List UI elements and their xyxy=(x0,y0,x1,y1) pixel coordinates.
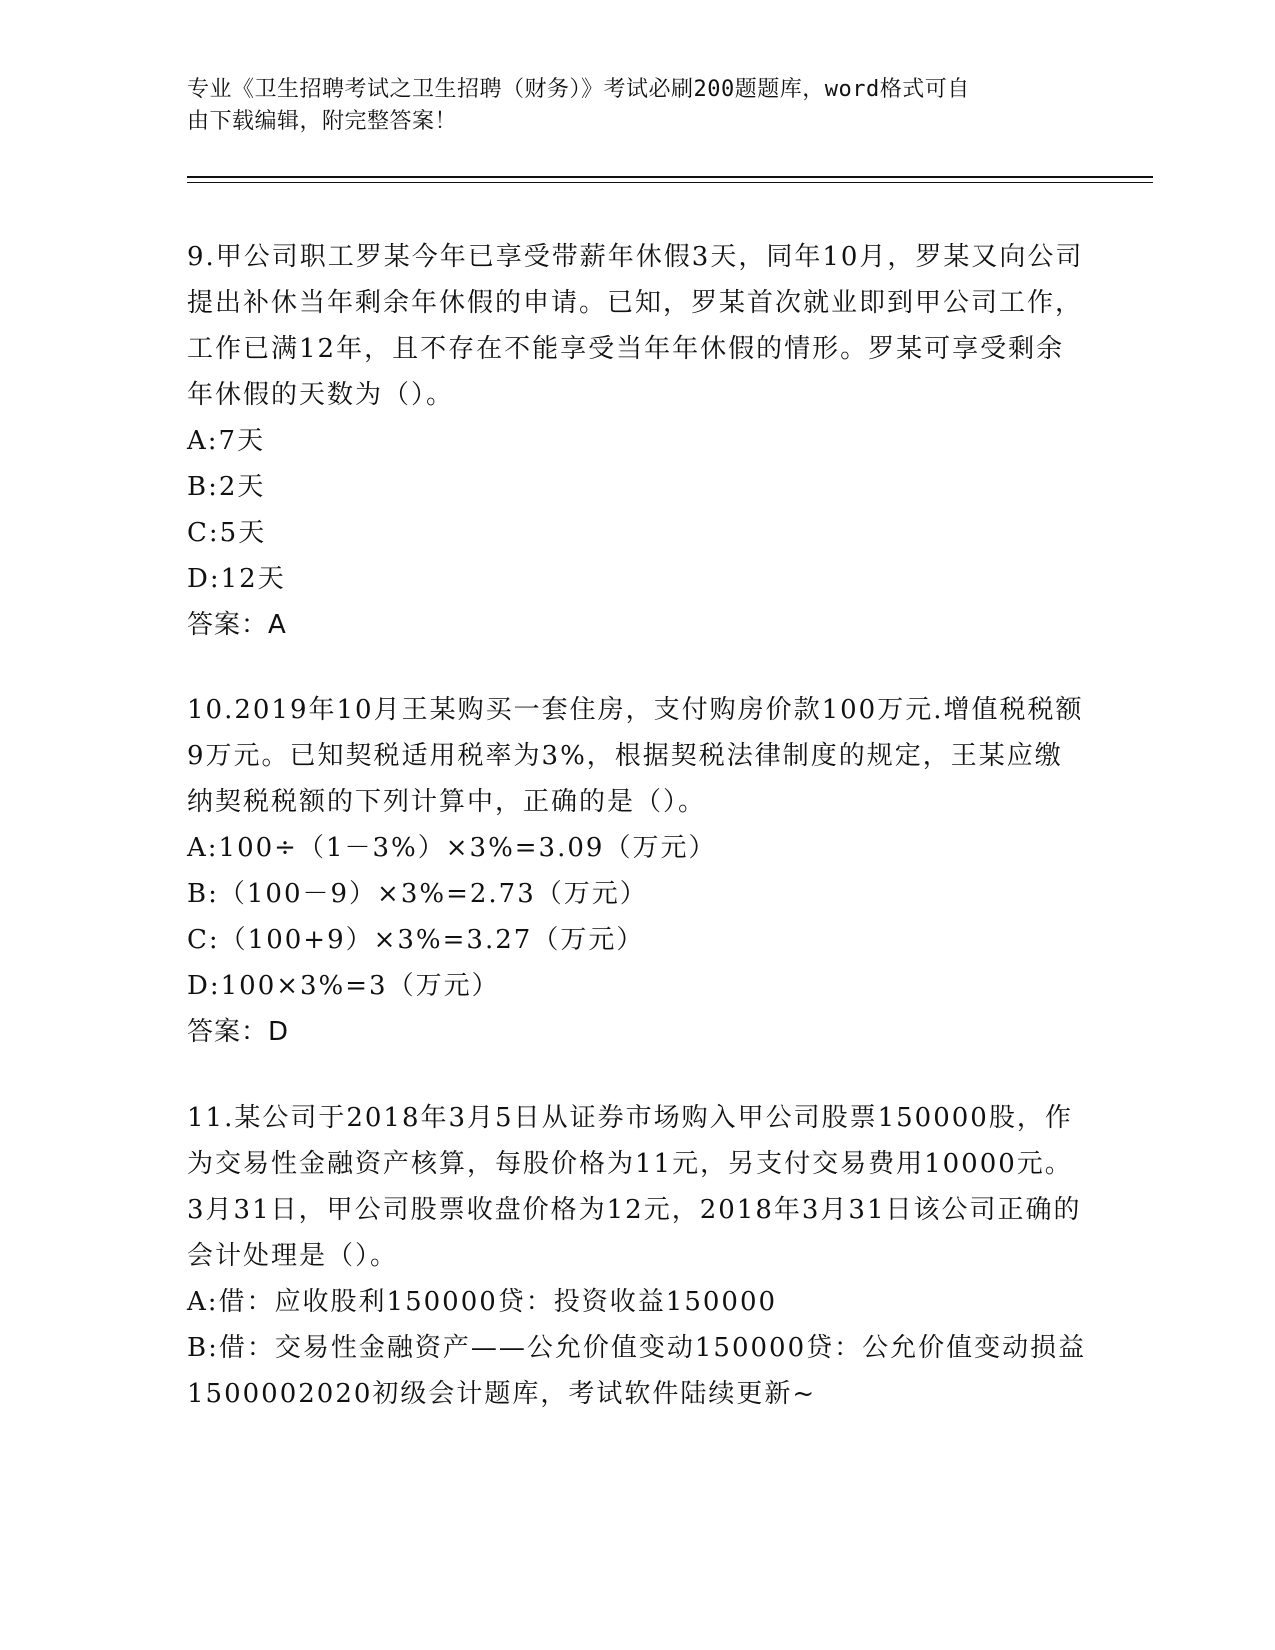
answer: 答案：A xyxy=(187,610,287,640)
option-d: D:12天 xyxy=(187,564,286,594)
header-line-1: 专业《卫生招聘考试之卫生招聘（财务）》考试必刷200题题库，word格式可自 xyxy=(187,77,970,102)
option-a: A:100÷（1－3%）×3%=3.09（万元） xyxy=(187,833,717,863)
header-line-2: 由下载编辑，附完整答案！ xyxy=(187,109,458,134)
option-c: C:（100+9）×3%=3.27（万元） xyxy=(187,925,645,955)
question-text: 9.甲公司职工罗某今年已享受带薪年休假3天，同年10月，罗某又向公司提出补休当年剩余年休假的申请。已知，罗某首次就业即到甲公司工作，工作已满12年，且不存在不能享受当年年休假的情形。罗某可享受剩余年休假的天数为（）。 xyxy=(187,242,1084,410)
option-b: B:借：交易性金融资产——公允价值变动150000贷：公允价值变动损益1500002020初级会计题库，考试软件陆续更新~ xyxy=(187,1333,1087,1409)
question-text: 11.某公司于2018年3月5日从证券市场购入甲公司股票150000股，作为交易性金融资产核算，每股价格为11元，另支付交易费用10000元。3月31日，甲公司股票收盘价格为12元，2018年3月31日该公司正确的会计处理是（）。 xyxy=(187,1103,1082,1271)
header-divider-thin xyxy=(187,182,1153,183)
option-c: C:5天 xyxy=(187,518,267,548)
question-11 xyxy=(187,1095,1087,1417)
option-a: A:7天 xyxy=(187,426,266,456)
question-text: 10.2019年10月王某购买一套住房，支付购房价款100万元.增值税税额9万元。已知契税适用税率为3%，根据契税法律制度的规定，王某应缴纳契税税额的下列计算中，正确的是（）。 xyxy=(187,695,1084,817)
option-b: B:（100－9）×3%=2.73（万元） xyxy=(187,879,648,909)
document-header xyxy=(187,74,1087,138)
option-b: B:2天 xyxy=(187,472,266,502)
option-a: A:借：应收股利150000贷：投资收益150000 xyxy=(187,1287,778,1317)
question-10 xyxy=(187,687,1087,1055)
option-d: D:100×3%=3（万元） xyxy=(187,971,500,1001)
question-9 xyxy=(187,234,1087,648)
header-divider-thick xyxy=(187,176,1153,178)
answer: 答案：D xyxy=(187,1017,290,1047)
